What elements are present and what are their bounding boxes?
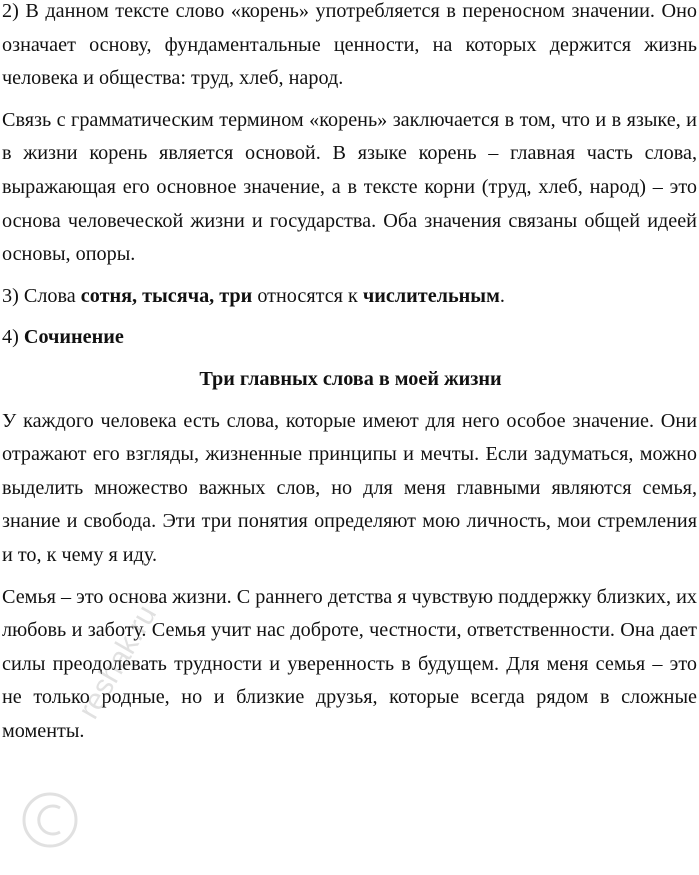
paragraph-root-explanation: Связь с грамматическим термином «корень» заключается в том, что и в языке, и в жизни корень является основой. В языке корень – главная часть слова, выражающая его основное значение, а в тексте корни (труд, хлеб, народ) – это основа человеческой жизни и государства. Оба значения связаны общей идеей основы, опоры. [2,108,697,266]
answer-3-prefix: 3) Слова [2,284,81,307]
paragraph-answer-2: 2) В данном тексте слово «корень» употребляется в переносном значении. Оно означает основу, фундаментальные ценности, на которых держится жизнь человека и общества: труд, хлеб, народ. [2,0,697,90]
answer-4-heading: Сочинение [23,326,124,349]
paragraph-essay-intro: У каждого человека есть слова, которые имеют для него особое значение. Они отражают его взгляды, жизненные принципы и мечты. Если задуматься, можно выделить множество важных слов, но для меня главными являются семья, знание и свобода. Эти три понятия определяют мою личность, мои стремления и то, к чему я иду. [2,409,697,566]
answer-3-bold-words: сотня, тысяча, три [80,284,253,307]
watermark-text: reshak.ru [72,599,164,725]
answer-3-middle: относятся к [252,284,363,307]
answer-3-suffix: . [499,284,505,307]
paragraph-answer-3 [0,280,699,314]
answer-3-bold-term: числительным [362,284,500,307]
paragraph-essay-family: Семья – это основа жизни. С раннего детства я чувствую поддержку близких, их любовь и заботу. Семья учит нас доброте, честности, ответственности. Она дает силы преодолевать трудности и уверенность в будущем. Для меня семья – это не только родные, но и близкие друзья, которые всегда рядом в сложные моменты. [2,585,697,742]
paragraph-answer-4 [0,321,699,355]
essay-title: Три главных слова в моей жизни [199,367,502,390]
answer-4-prefix: 4) [2,326,24,349]
